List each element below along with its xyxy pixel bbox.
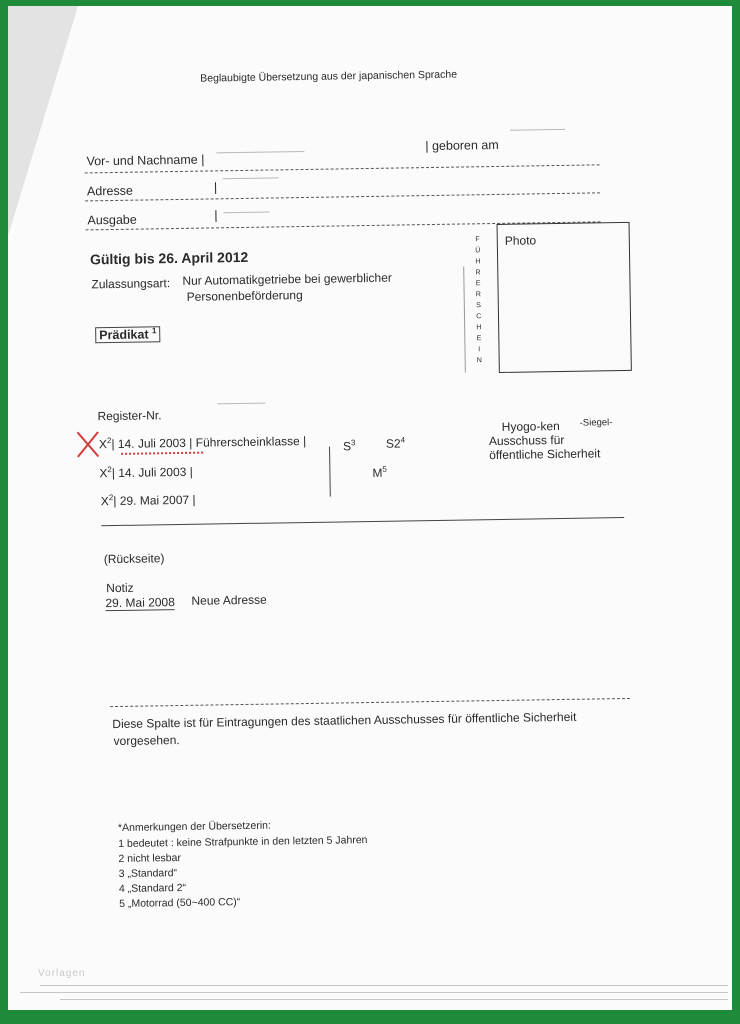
translator-note-item: 1 bedeutet : keine Strafpunkte in den letzten 5 Jahren	[118, 834, 368, 850]
stamp-letter: N	[476, 357, 483, 365]
translator-note-item: 4 „Standard 2“	[118, 881, 187, 895]
translator-note-item: 3 „Standard“	[118, 867, 178, 880]
name-label: Vor- und Nachname |	[86, 152, 205, 169]
photo-box	[497, 222, 632, 373]
stamp-letter: R	[475, 291, 482, 299]
permit-line-1: Nur Automatikgetriebe bei gewerblicher	[182, 270, 392, 288]
address-line	[85, 192, 600, 201]
valid-until: Gültig bis 26. April 2012	[89, 248, 249, 268]
praedikat-box	[95, 326, 161, 342]
issue-label: Ausgabe	[87, 212, 137, 228]
class-divider	[329, 447, 331, 497]
page-edge-line	[20, 992, 728, 993]
redacted-address	[223, 177, 279, 179]
class-s: $S^3$	[342, 438, 356, 454]
translator-note-item: 2 nicht lesbar	[118, 852, 182, 865]
authority-line-3: öffentliche Sicherheit	[489, 446, 601, 463]
authority-prefecture: Hyogo-ken	[501, 419, 560, 434]
register-row-1: $X^2|$ 14. Juli 2003 | Führerscheinklasse |	[98, 433, 307, 452]
stamp-letter: I	[478, 346, 481, 354]
redacted-name	[216, 151, 304, 153]
stamp-letter: H	[476, 324, 483, 332]
permit-line-2: Personenbeförderung	[186, 288, 303, 304]
red-underline-mark	[121, 452, 203, 455]
born-label: | geboren am	[425, 137, 499, 154]
license-stamp-vertical	[473, 234, 485, 366]
address-label: Adresse	[86, 183, 133, 199]
redacted-birthdate	[510, 129, 565, 131]
stamp-letter: E	[475, 280, 482, 288]
class-m: $M^5$	[372, 464, 387, 480]
stamp-letter: S	[476, 302, 482, 310]
authority-seal: -Siegel-	[579, 417, 613, 429]
stamp-letter: R	[475, 269, 482, 277]
praedikat-label: Prädikat $^1$	[95, 326, 161, 343]
stamp-letter: F	[475, 236, 481, 244]
redacted-register-number	[217, 403, 265, 405]
permit-label: Zulassungsart:	[91, 276, 171, 292]
stamp-letter: H	[475, 258, 481, 266]
page-edge-line	[40, 985, 728, 986]
page-edge-line	[60, 999, 728, 1000]
back-separator	[110, 698, 630, 707]
back-label: (Rückseite)	[103, 551, 165, 567]
translator-notes-heading: *Anmerkungen der Übersetzerin:	[117, 819, 271, 834]
address-separator: |	[213, 180, 218, 195]
front-separator	[101, 517, 624, 526]
issue-separator: |	[214, 208, 218, 223]
photo-label: Photo	[504, 233, 537, 248]
footer-note-line-2: vorgesehen.	[113, 733, 180, 749]
notiz-date: 29. Mai 2008	[105, 595, 175, 611]
notiz-label: Notiz	[106, 580, 134, 596]
stamp-divider	[463, 266, 466, 372]
register-row-3: $X^2|$ 29. Mai 2007 |	[100, 492, 196, 509]
document-title: Beglaubigte Übersetzung aus der japanischen Sprache	[200, 68, 458, 85]
footer-note-line-1: Diese Spalte ist für Eintragungen des staatlichen Ausschusses für öffentliche Sicherheit	[112, 709, 577, 732]
authority-line-2: Ausschuss für	[488, 432, 565, 449]
notiz-text: Neue Adresse	[191, 592, 267, 608]
redacted-issue	[223, 212, 269, 214]
translator-note-item: 5 „Motorrad (50~400 CC)“	[119, 896, 241, 910]
stamp-letter: Ü	[475, 247, 481, 255]
register-row-2: $X^2|$ 14. Juli 2003 |	[99, 464, 193, 481]
class-s2: $S2^4$	[385, 435, 406, 451]
register-label: Register-Nr.	[97, 408, 162, 424]
stamp-letter: C	[476, 313, 482, 321]
stamp-letter: E	[476, 335, 482, 343]
watermark: Vorlagen	[38, 968, 86, 979]
